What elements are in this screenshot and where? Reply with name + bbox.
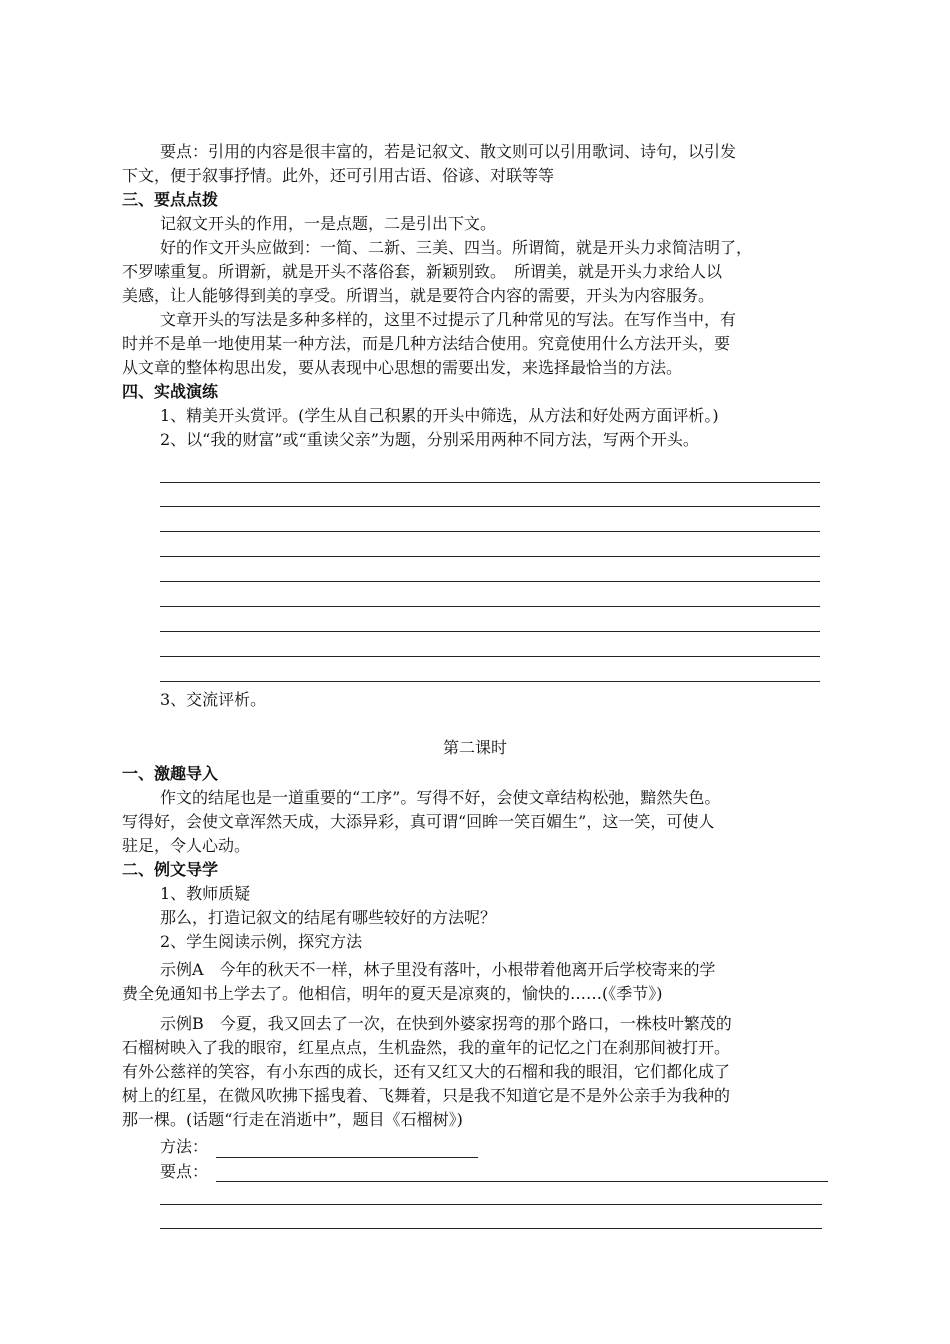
- paragraph-line: 作文的结尾也是一道重要的“工序”。写得不好，会使文章结构松弛，黯然失色。: [160, 788, 721, 807]
- answer-line[interactable]: [160, 581, 820, 582]
- points-answer-line[interactable]: [160, 1228, 822, 1229]
- example-a-line: 费全免通知书上学去了。他相信，明年的夏天是凉爽的，愉快的……(《季节》): [122, 984, 663, 1003]
- answer-line[interactable]: [160, 482, 820, 483]
- section-heading: 一、激趣导入: [122, 764, 219, 783]
- answer-line[interactable]: [160, 531, 820, 532]
- exercise-item: 2、以“我的财富”或“重读父亲”为题，分别采用两种不同方法，写两个开头。: [160, 430, 699, 449]
- example-b-line: 树上的红星，在微风吹拂下摇曳着、飞舞着，只是我不知道它是不是外公亲手为我种的: [122, 1086, 731, 1105]
- section-heading: 四、实战演练: [122, 382, 219, 401]
- points-label: 要点：: [160, 1162, 209, 1181]
- answer-line[interactable]: [160, 606, 820, 607]
- paragraph-line: 时并不是单一地使用某一种方法，而是几种方法结合使用。究竟使用什么方法开头，要: [122, 334, 731, 353]
- sub-item: 1、教师质疑: [160, 884, 251, 903]
- method-answer-line[interactable]: [216, 1157, 478, 1158]
- sub-item: 2、学生阅读示例，探究方法: [160, 932, 363, 951]
- paragraph-line: 从文章的整体构思出发，要从表现中心思想的需要出发，来选择最恰当的方法。: [122, 358, 683, 377]
- paragraph-line: 美感，让人能够得到美的享受。所谓当，就是要符合内容的需要，开头为内容服务。: [122, 286, 715, 305]
- points-answer-line[interactable]: [216, 1181, 828, 1182]
- example-b-line: 石榴树映入了我的眼帘，红星点点，生机盎然，我的童年的记忆之门在刹那间被打开。: [122, 1038, 731, 1057]
- example-b-line: 有外公慈祥的笑容，有小东西的成长，还有又红又大的石榴和我的眼泪，它们都化成了: [122, 1062, 731, 1081]
- answer-line[interactable]: [160, 681, 820, 682]
- answer-line[interactable]: [160, 506, 820, 507]
- paragraph-line: 驻足，令人心动。: [122, 836, 251, 855]
- answer-line[interactable]: [160, 631, 820, 632]
- exercise-item: 3、交流评析。: [160, 690, 267, 709]
- answer-line[interactable]: [160, 556, 820, 557]
- paragraph-line: 不罗嗦重复。所谓新，就是开头不落俗套，新颖别致。 所谓美，就是开头力求给人以: [122, 262, 723, 281]
- answer-line[interactable]: [160, 656, 820, 657]
- example-b-line: 那一棵。(话题“行走在消逝中”，题目《石榴树》): [122, 1110, 463, 1129]
- paragraph-line: 文章开头的写法是多种多样的，这里不过提示了几种常见的写法。在写作当中，有: [160, 310, 737, 329]
- section-heading: 三、要点点拨: [122, 190, 219, 209]
- exercise-item: 1、精美开头赏评。(学生从自己积累的开头中筛选，从方法和好处两方面评析。): [160, 406, 719, 425]
- method-label: 方法：: [160, 1137, 209, 1156]
- question-line: 那么，打造记叙文的结尾有哪些较好的方法呢？: [160, 908, 497, 927]
- paragraph-line: 记叙文开头的作用，一是点题，二是引出下文。: [160, 214, 497, 233]
- paragraph-line: 好的作文开头应做到：一简、二新、三美、四当。所谓简，就是开头力求简洁明了，: [160, 238, 753, 257]
- example-b-line: 示例B 今夏，我又回去了一次，在快到外婆家拐弯的那个路口，一株枝叶繁茂的: [160, 1014, 732, 1033]
- example-a-line: 示例A 今年的秋天不一样，林子里没有落叶，小根带着他离开后学校寄来的学: [160, 960, 716, 979]
- section-heading: 二、例文导学: [122, 860, 219, 879]
- intro-line: 下文，便于叙事抒情。此外，还可引用古语、俗谚、对联等等: [122, 166, 555, 185]
- intro-line: 要点：引用的内容是很丰富的，若是记叙文、散文则可以引用歌词、诗句，以引发: [160, 142, 737, 161]
- lesson-title: 第二课时: [442, 738, 507, 757]
- points-answer-line[interactable]: [160, 1204, 822, 1205]
- paragraph-line: 写得好，会使文章浑然天成，大添异彩，真可谓“回眸一笑百媚生”，这一笑，可使人: [122, 812, 715, 831]
